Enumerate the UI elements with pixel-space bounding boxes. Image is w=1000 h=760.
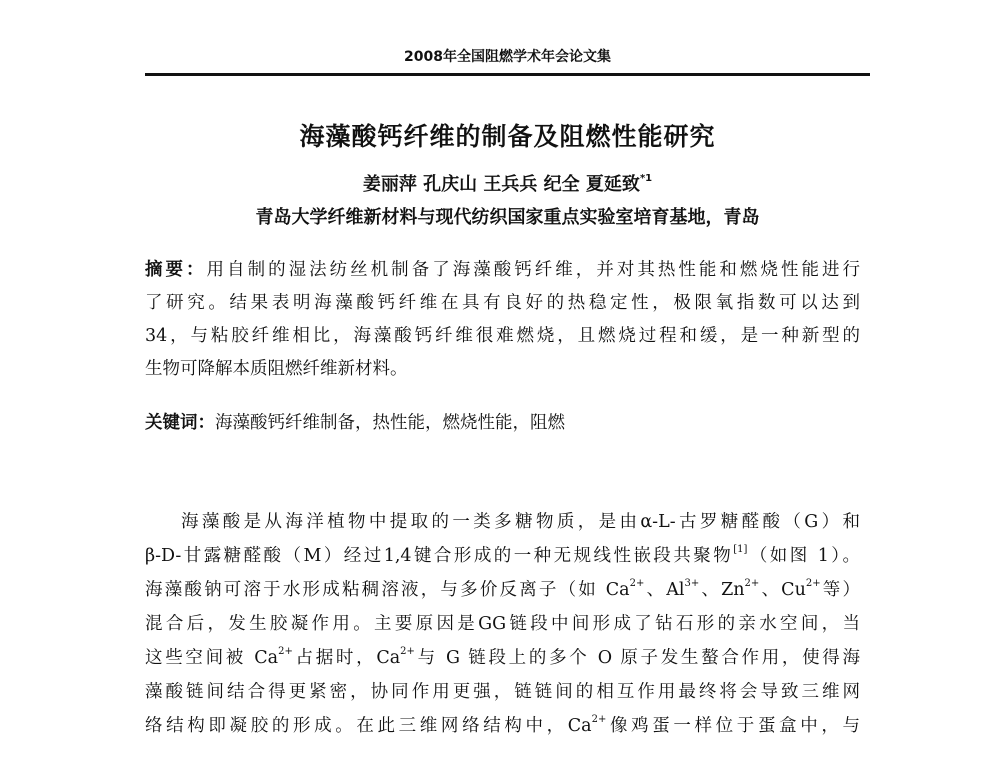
keywords — [145, 412, 860, 434]
superscript: 3+ — [684, 578, 700, 589]
superscript: 2+ — [805, 578, 821, 589]
authors — [145, 170, 870, 196]
body-line: 海藻酸是从海洋植物中提取的一类多糖物质，是由α-L-古罗糖醛酸（G）和 — [181, 512, 860, 532]
affiliation: 青岛大学纤维新材料与现代纺织国家重点实验室培育基地，青岛 — [255, 207, 760, 228]
paper-title: 海藻酸钙纤维的制备及阻燃性能研究 — [299, 122, 716, 151]
text: 、Cu — [759, 580, 806, 600]
author-mark: *1 — [639, 173, 653, 184]
citation: [1] — [733, 544, 748, 555]
abstract-line: 了研究。结果表明海藻酸钙纤维在具有良好的热稳定性，极限氧指数可以达到 — [145, 293, 860, 313]
body-line — [145, 647, 860, 669]
abstract-line — [145, 259, 860, 281]
text: 这些空间被 Ca — [145, 648, 279, 668]
superscript: 2+ — [591, 714, 607, 725]
abstract-text: 用自制的湿法纺丝机制备了海藻酸钙纤维，并对其热性能和燃烧性能进行 — [206, 260, 861, 280]
abstract-line: 34，与粘胶纤维相比，海藻酸钙纤维很难燃烧，且燃烧过程和缓，是一种新型的 — [145, 326, 860, 346]
body-line: 藻酸链间结合得更紧密，协同作用更强，链链间的相互作用最终将会导致三维网 — [145, 682, 860, 702]
text: 占据时，Ca — [292, 648, 401, 668]
author-names: 姜丽萍 孔庆山 王兵兵 纪全 夏延致 — [362, 174, 640, 195]
body-line — [145, 579, 860, 601]
keywords-label: 关键词： — [145, 413, 215, 433]
keywords-text: 海藻酸钙纤维制备，热性能，燃烧性能，阻燃 — [215, 413, 565, 433]
body-line: 混合后，发生胶凝作用。主要原因是GG链段中间形成了钻石形的亲水空间，当 — [145, 614, 860, 634]
text: 像鸡蛋一样位于蛋盒中，与 — [606, 716, 861, 736]
superscript: 2+ — [278, 646, 293, 657]
body-line — [145, 715, 860, 737]
header-rule — [145, 73, 870, 76]
abstract-label: 摘要： — [145, 260, 207, 280]
superscript: 2+ — [744, 578, 760, 589]
superscript: 2+ — [400, 646, 415, 657]
body-line — [145, 545, 860, 567]
text: 海藻酸钠可溶于水形成粘稠溶液，与多价反离子（如 Ca — [145, 580, 630, 600]
running-head: 2008年全国阻燃学术年会论文集 — [404, 49, 611, 65]
superscript: 2+ — [629, 578, 645, 589]
text: （如图 1）。 — [747, 546, 861, 566]
text: 、Al — [644, 580, 685, 600]
text: 、Zn — [699, 580, 745, 600]
text: β-D-甘露糖醛酸（M）经过1,4键合形成的一种无规线性嵌段共聚物 — [145, 546, 734, 566]
abstract-line: 生物可降解本质阻燃纤维新材料。 — [145, 359, 408, 379]
text: 等） — [820, 580, 860, 600]
text: 与 G 链段上的多个 O 原子发生螯合作用，使得海 — [414, 648, 861, 668]
text: 络结构即凝胶的形成。在此三维网络结构中，Ca — [145, 716, 592, 736]
